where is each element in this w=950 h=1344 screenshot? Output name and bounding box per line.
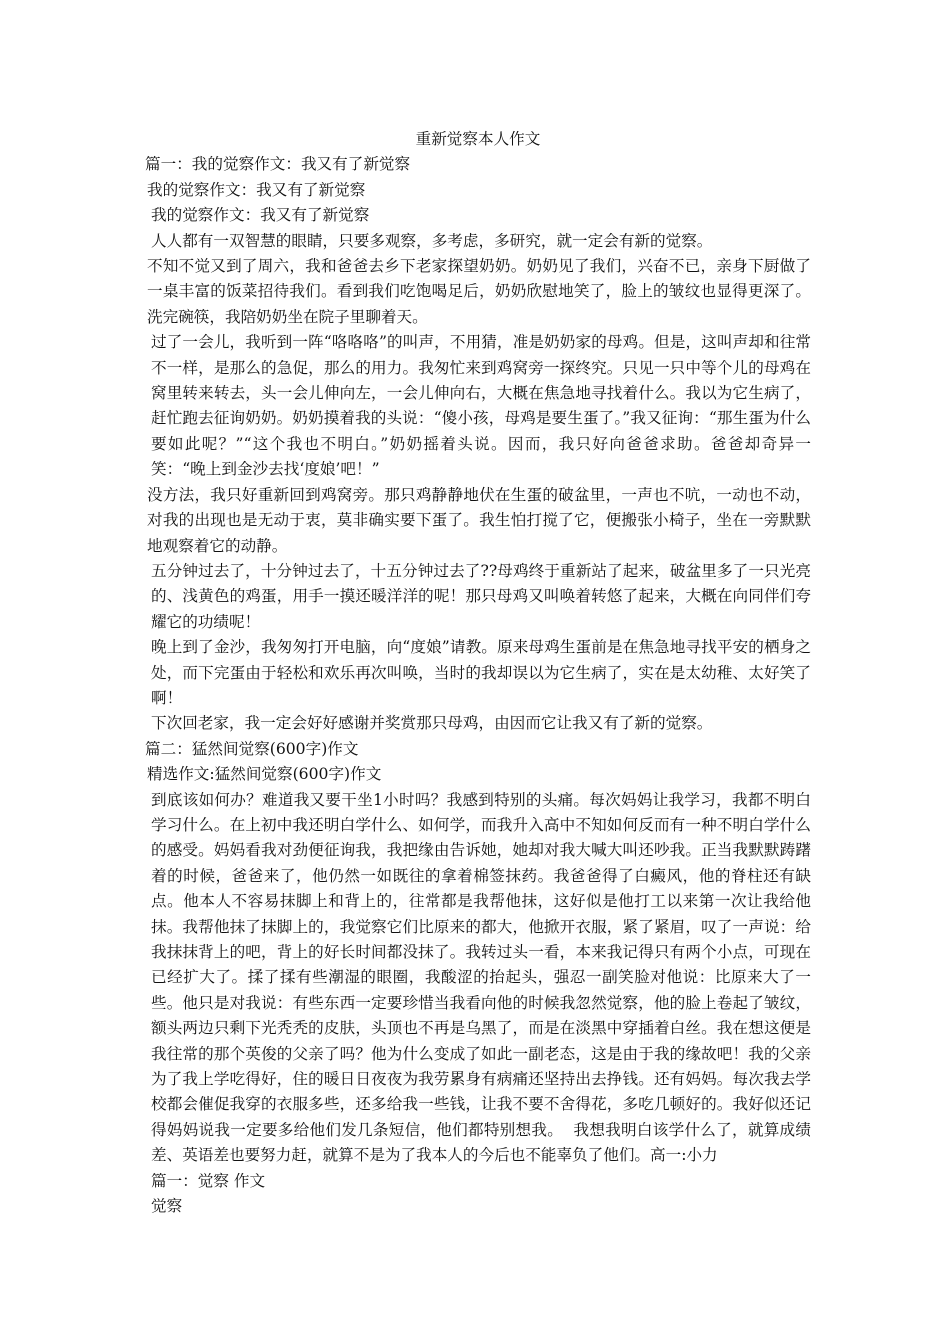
section-heading: 篇二：猛然间觉察(600字)作文 <box>145 739 359 758</box>
body-paragraph: 不知不觉又到了周六，我和爸爸去乡下老家探望奶奶。奶奶见了我们，兴奋不已，亲身下厨做了一桌丰富的饭菜招待我们。看到我们吃饱喝足后，奶奶欣慰地笑了，脸上的皱纹也显得更深了。洗完碗筷，我陪奶奶坐在院子里聊着天。 <box>147 257 811 326</box>
body-paragraph: 过了一会儿，我听到一阵“咯咯咯”的叫声，不用猜，准是奶奶家的母鸡。但是，这叫声却和往常不一样，是那么的急促，那么的用力。我匆忙来到鸡窝旁一探终究。只见一只中等个儿的母鸡在窝里转来转去，头一会儿伸向左，一会儿伸向右，大概在焦急地寻找着什么。我以为它生病了，赶忙跑去征询奶奶。奶奶摸着我的头说：“傻小孩，母鸡是要生蛋了。”我又征询：“那生蛋为什么要如此呢？”“这个我也不明白。”奶奶摇着头说。因而，我只好向爸爸求助。爸爸却奇异一笑：“晚上到金沙去找‘度娘’吧！” <box>151 333 811 479</box>
body-paragraph: 晚上到了金沙，我匆匆打开电脑，向“度娘”请教。原来母鸡生蛋前是在焦急地寻找平安的栖身之处，而下完蛋由于轻松和欢乐再次叫唤，当时的我却误以为它生病了，实在是太幼稚、太好笑了啊！ <box>151 638 811 707</box>
body-paragraph: 没方法，我只好重新回到鸡窝旁。那只鸡静静地伏在生蛋的破盆里，一声也不吭，一动也不动，对我的出现也是无动于衷，莫非确实要下蛋了。我生怕打搅了它，便搬张小椅子，坐在一旁默默地观察着它的动静。 <box>147 485 811 555</box>
body-paragraph: 下次回老家，我一定会好好感谢并奖赏那只母鸡，由因而它让我又有了新的觉察。 <box>151 714 713 733</box>
article-subtitle: 我的觉察作文：我又有了新觉察 <box>147 180 366 199</box>
body-paragraph: 五分钟过去了，十分钟过去了，十五分钟过去了??母鸡终于重新站了起来，破盆里多了一只光亮的、浅黄色的鸡蛋，用手一摸还暖洋洋的呢！那只母鸡又叫唤着转悠了起来，大概在向同伴们夸耀它的功绩呢！ <box>151 561 811 631</box>
document-title: 重新觉察本人作文 <box>415 130 541 148</box>
document-page <box>145 127 811 1219</box>
body-paragraph: 人人都有一双智慧的眼睛，只要多观察，多考虑，多研究，就一定会有新的觉察。 <box>151 231 713 250</box>
section-heading: 篇一：觉察 作文 <box>151 1171 266 1190</box>
body-paragraph: 到底该如何办？难道我又要干坐1小时吗？我感到特别的头痛。每次妈妈让我学习，我都不明白学习什么。在上初中我还明白学什么、如何学，而我升入高中不知如何反而有一种不明白学什么的感受。妈妈看我对劲便征询我，我把缘由告诉她，她却对我大喊大叫还吵我。正当我默默踌躇着的时候，爸爸来了，他仍然一如既往的拿着棉签抹药。我爸爸得了白癜风，他的脊柱还有缺点。他本人不容易抹脚上和背上的，往常都是我帮他抹，这好似是他打工以来第一次让我给他抹。我帮他抹了抹脚上的，我觉察它们比原来的都大，他掀开衣服，紧了紧眉，叹了一声说：给我抹抹背上的吧，背上的好长时间都没抹了。我转过头一看，本来我记得只有两个小点，可现在已经扩大了。揉了揉有些潮湿的眼圈，我酸涩的抬起头，强忍一副笑脸对他说：比原来大了一些。他只是对我说：有些东西一定要珍惜当我看向他的时候我忽然觉察，他的脸上卷起了皱纹，额头两边只剩下光秃秃的皮肤，头顶也不再是乌黑了，而是在淡黑中穿插着白丝。我在想这便是我往常的那个英俊的父亲了吗？他为什么变成了如此一副老态，这是由于我的缘故吧！我的父亲为了我上学吃得好，住的暖日日夜夜为我劳累身有病痛还坚持出去挣钱。还有妈妈。每次我去学校都会催促我穿的衣服多些，还多给我一些钱，让我不要不舍得花，多吃几顿好的。我好似还记得妈妈说我一定要多给他们发几条短信，他们都特别想我。 我想我明白该学什么了，就算成绩差、英语差也要努力赶，就算不是为了我本人的今后也不能辜负了他们。高一:小力 <box>151 790 811 1165</box>
article-subtitle: 觉察 <box>151 1197 183 1216</box>
article-subtitle: 我的觉察作文：我又有了新觉察 <box>151 206 370 225</box>
article-subtitle: 精选作文:猛然间觉察(600字)作文 <box>147 765 382 784</box>
section-heading: 篇一：我的觉察作文：我又有了新觉察 <box>145 155 411 174</box>
